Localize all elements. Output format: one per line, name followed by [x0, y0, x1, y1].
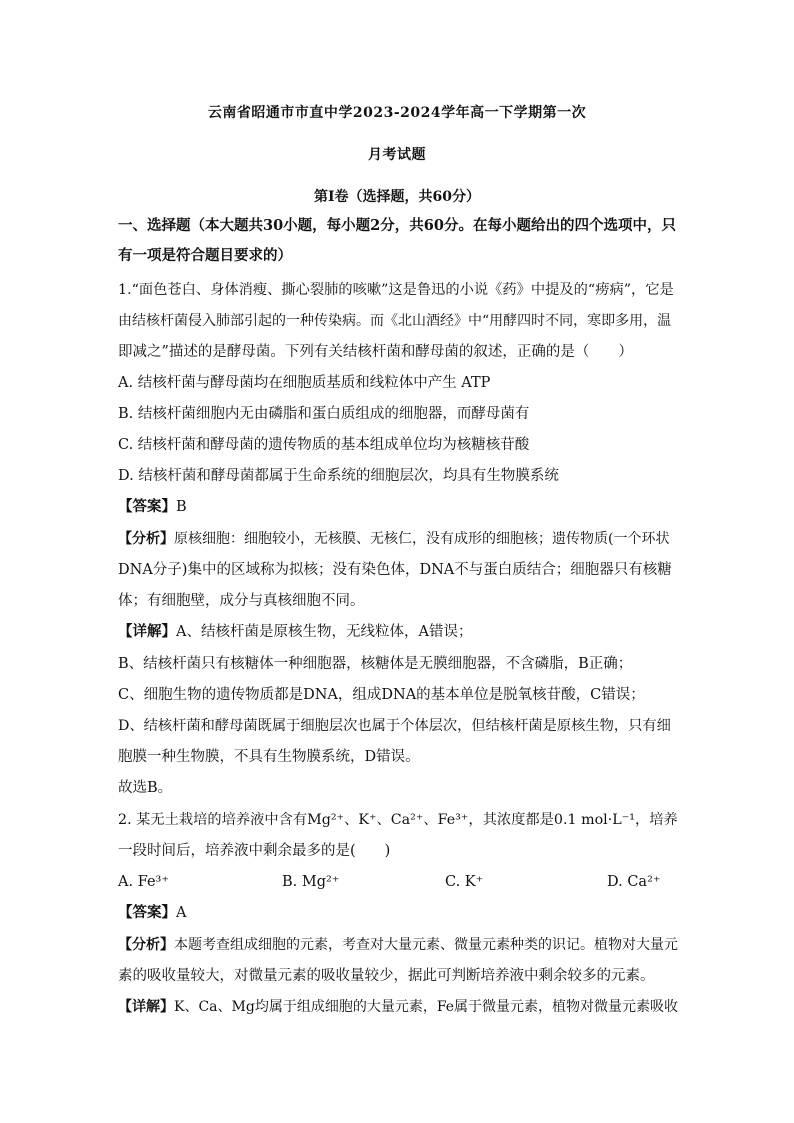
- instructions-line2: 有一项是符合题目要求的）: [118, 247, 292, 264]
- answer-tag: 【答案】: [118, 904, 176, 921]
- q2-option-c: C. K⁺: [445, 874, 484, 890]
- q1-detail-line4: D、结核杆菌和酵母菌既属于细胞层次也属于个体层次，但结核杆菌是原核生物，只有细: [118, 718, 671, 734]
- section-label: 第Ⅰ卷（选择题，共60分）: [313, 189, 481, 205]
- instructions-line1: 一、选择题（本大题共30小题，每小题2分，共60分。在每小题给出的四个选项中，只: [118, 217, 676, 234]
- detail-text: A、结核杆菌是原核生物，无线粒体，A错误；: [176, 624, 473, 640]
- q1-answer: [118, 497, 678, 517]
- q2-stem-line2: 一段时间后，培养液中剩余最多的是( ): [118, 843, 391, 859]
- document-title-line2: 月考试题: [368, 147, 426, 163]
- analysis-tag: 【分析】: [118, 937, 174, 953]
- q1-detail-line2: B、结核杆菌只有核糖体一种细胞器，核糖体是无膜细胞器，不含磷脂，B正确；: [118, 656, 633, 672]
- answer-tag: 【答案】: [118, 498, 176, 515]
- q2-analysis-line1: [118, 935, 678, 955]
- q1-stem-line1: 1.“面色苍白、身体消瘦、撕心裂肺的咳嗽”这是鲁迅的小说《药》中提及的“痨病”，它是: [118, 282, 674, 298]
- q1-option-c: C. 结核杆菌和酵母菌的遗传物质的基本组成单位均为核糖核苷酸: [118, 437, 530, 453]
- q2-answer: [118, 903, 678, 923]
- q1-analysis-line2: DNA分子)集中的区域称为拟核；没有染色体，DNA不与蛋白质结合；细胞器只有核糖: [118, 562, 672, 578]
- q1-detail-line5: 胞膜一种生物膜，不具有生物膜系统，D错误。: [118, 749, 420, 765]
- q1-conclusion: 故选B。: [118, 780, 173, 796]
- q1-analysis-line1: [118, 529, 678, 549]
- q1-option-d: D. 结核杆菌和酵母菌都属于生命系统的细胞层次，均具有生物膜系统: [118, 468, 559, 484]
- q1-option-b: B. 结核杆菌细胞内无由磷脂和蛋白质组成的细胞器，而酵母菌有: [118, 406, 530, 422]
- answer-value: A: [176, 905, 187, 921]
- analysis-tag: 【分析】: [118, 531, 174, 547]
- q2-detail-line1: [118, 997, 678, 1017]
- detail-tag: 【详解】: [118, 999, 174, 1015]
- q2-option-a: A. Fe³⁺: [118, 874, 170, 890]
- answer-value: B: [176, 499, 187, 515]
- q1-detail-line1: [118, 622, 678, 642]
- detail-text: K、Ca、Mg均属于组成细胞的大量元素，Fe属于微量元素，植物对微量元素吸收: [174, 999, 679, 1015]
- detail-tag: 【详解】: [118, 623, 176, 640]
- q1-stem-line2: 由结核杆菌侵入肺部引起的一种传染病。而《北山酒经》中“用酵四时不同，寒即多用，温: [118, 313, 672, 329]
- q2-option-d: D. Ca²⁺: [607, 874, 661, 890]
- q2-option-b: B. Mg²⁺: [282, 874, 340, 890]
- q2-stem-line1: 2. 某无土栽培的培养液中含有Mg²⁺、K⁺、Ca²⁺、Fe³⁺，其浓度都是0.1 mol·L⁻¹，培养: [118, 812, 678, 828]
- q1-analysis-line3: 体；有细胞壁，成分与真核细胞不同。: [118, 593, 365, 609]
- q1-stem-line3: 即减之”描述的是酵母菌。下列有关结核杆菌和酵母菌的叙述，正确的是（ ）: [118, 344, 633, 360]
- q2-analysis-line2: 素的吸收量较大，对微量元素的吸收量较少，据此可判断培养液中剩余较多的元素。: [118, 968, 655, 984]
- analysis-text: 本题考查组成细胞的元素，考查对大量元素、微量元素种类的识记。植物对大量元: [174, 937, 678, 953]
- q1-detail-line3: C、细胞生物的遗传物质都是DNA，组成DNA的基本单位是脱氧核苷酸，C错误；: [118, 687, 645, 703]
- q1-option-a: A. 结核杆菌与酵母菌均在细胞质基质和线粒体中产生 ATP: [118, 375, 491, 391]
- document-title-line1: 云南省昭通市市直中学2023-2024学年高一下学期第一次: [207, 105, 587, 121]
- analysis-text: 原核细胞：细胞较小，无核膜、无核仁，没有成形的细胞核；遗传物质(一个环状: [174, 531, 670, 547]
